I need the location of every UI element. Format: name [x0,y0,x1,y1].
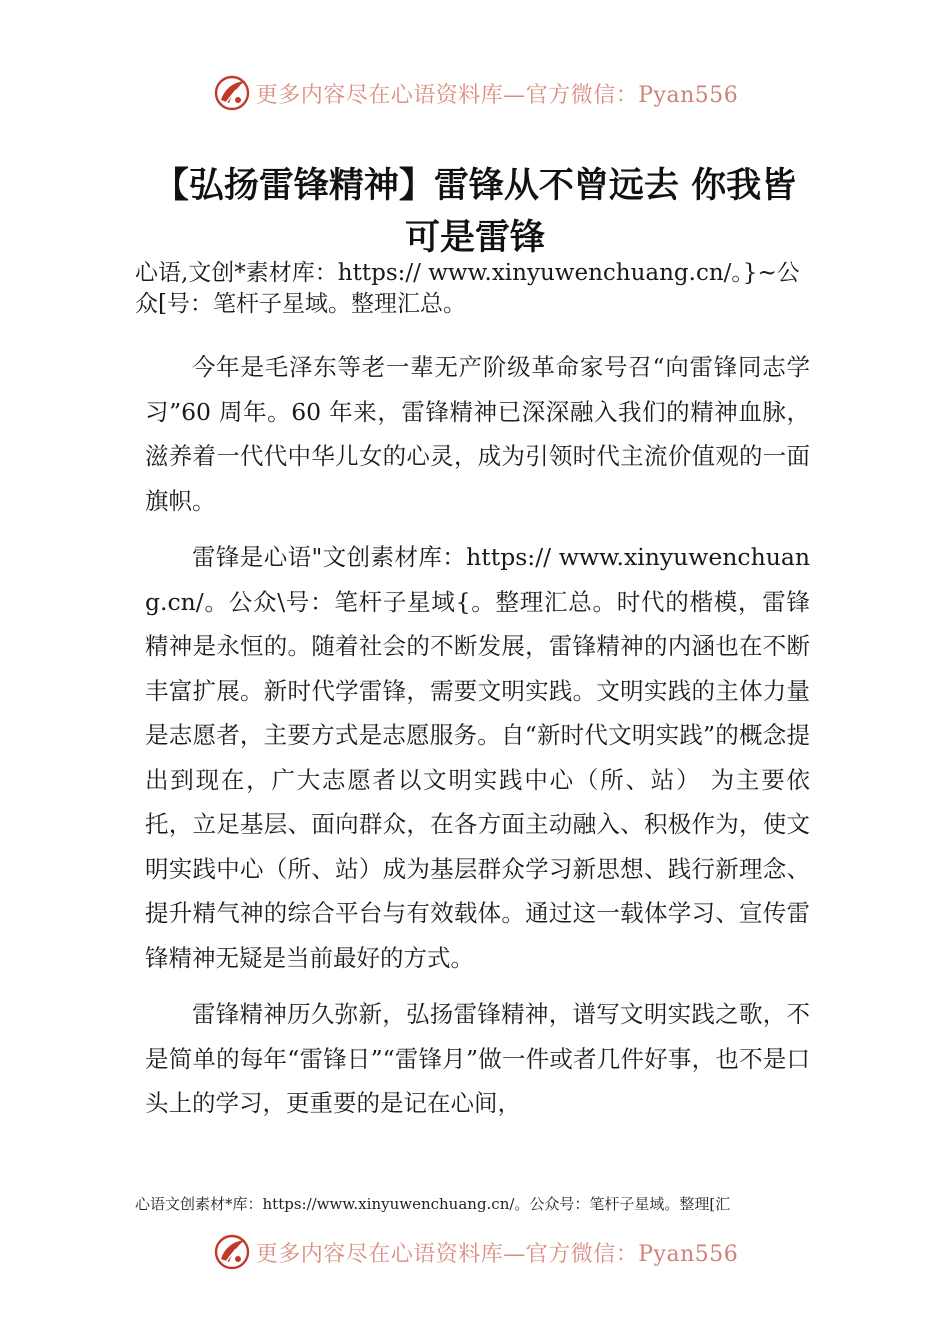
footer-banner [0,1227,950,1277]
wechat-id: Pyan556 [638,82,739,108]
brand-logo-icon [212,73,252,113]
paragraph: 雷锋是心语"文创素材库：https:// www.xinyuwenchuang.cn/。公众\号：笔杆子星域{。整理汇总。时代的楷模，雷锋精神是永恒的。随着社会的不断发展，雷锋精神的内涵也在不断丰富扩展。新时代学雷锋，需要文明实践。文明实践的主体力量是志愿者，主要方式是志愿服务。自“新时代文明实践”的概念提出到现在，广大志愿者以文明实践中心（所、站） 为主要依托，立足基层、面向群众，在各方面主动融入、积极作为，使文明实践中心（所、站）成为基层群众学习新思想、践行新理念、提升精气神的综合平台与有效载体。通过这一载体学习、宣传雷锋精神无疑是当前最好的方式。 [145,543,810,972]
banner-text: 更多内容尽在心语资料库—官方微信：Pyan556 [255,82,739,108]
document-body [145,345,810,1138]
source-note: 心语,文创*素材库：https:// www.xinyuwenchuang.cn/。}~公众[号：笔杆子星域。整理汇总。 [135,260,800,317]
document-title: 【弘扬雷锋精神】雷锋从不曾远去 你我皆可是雷锋 [153,166,797,258]
header-banner [0,68,950,118]
page-footer-note: 心语文创素材*库：https://www.xinyuwenchuang.cn/。公众号：笔杆子星域。整理[汇 [135,1195,731,1213]
banner-text: 更多内容尽在心语资料库—官方微信：Pyan556 [255,1241,739,1267]
wechat-id: Pyan556 [638,1241,739,1267]
brand-logo-icon [212,1232,252,1272]
paragraph: 今年是毛泽东等老一辈无产阶级革命家号召“向雷锋同志学习”60 周年。60 年来，雷锋精神已深深融入我们的精神血脉，滋养着一代代中华儿女的心灵，成为引领时代主流价值观的一面旗帜。 [145,353,810,515]
paragraph: 雷锋精神历久弥新，弘扬雷锋精神，谱写文明实践之歌，不是简单的每年“雷锋日”“雷锋月”做一件或者几件好事，也不是口头上的学习，更重要的是记在心间， [145,1000,810,1117]
